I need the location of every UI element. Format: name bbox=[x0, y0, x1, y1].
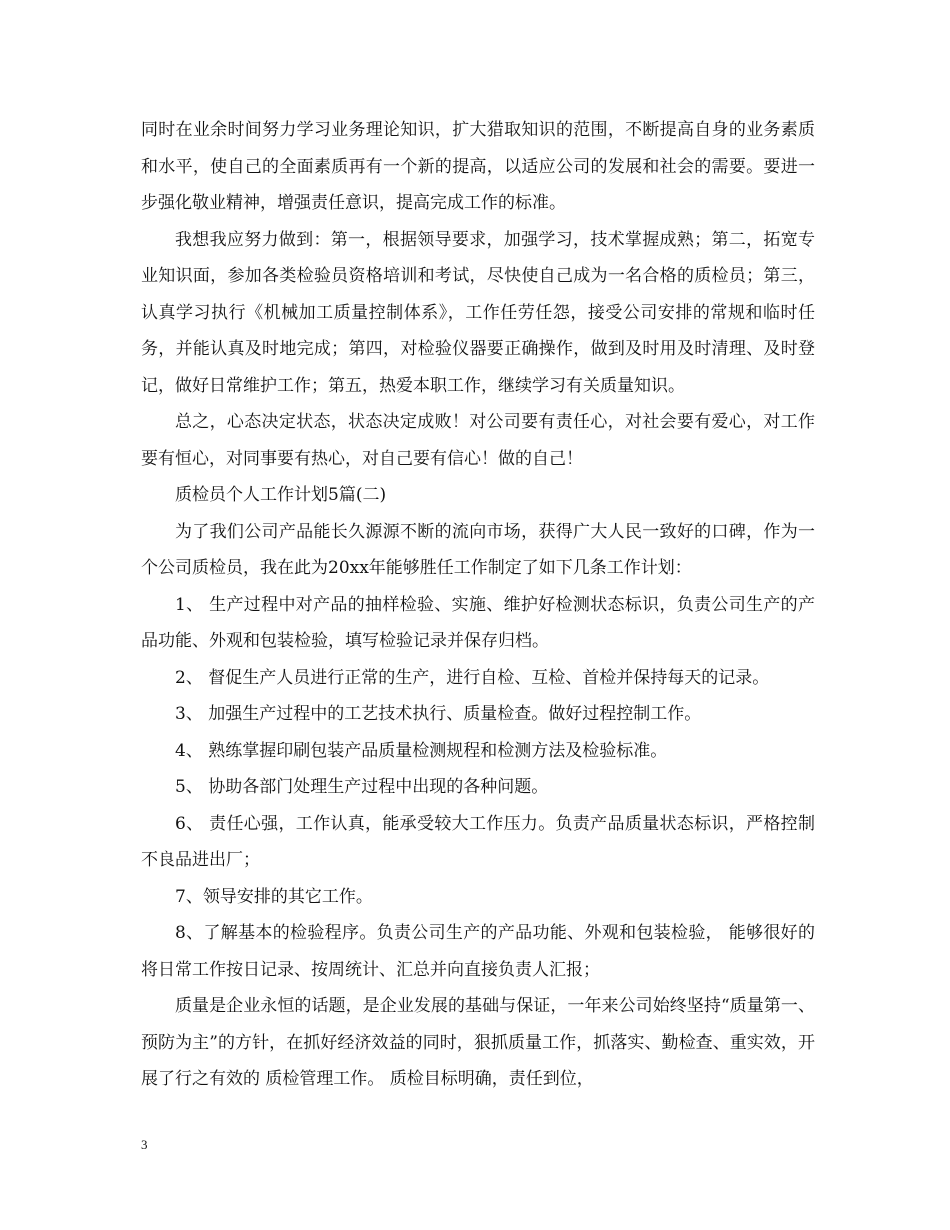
paragraph-2: 我想我应努力做到：第一，根据领导要求，加强学习，技术掌握成熟；第二，拓宽专业知识面，参加各类检验员资格培训和考试，尽快使自己成为一名合格的质检员；第三，认真学习执行《机械加工质量控制体系》，工作任劳任怨，接受公司安排的常规和临时任务，并能认真及时地完成；第四，对检验仪器要正确操作，做到及时用及时清理、及时登记，做好日常维护工作；第五，热爱本职工作，继续学习有关质量知识。 bbox=[141, 229, 815, 396]
list-item-8: 8、了解基本的检验程序。负责公司生产的产品功能、外观和包装检验， 能够很好的将日常工作按日记录、按周统计、汇总并向直接负责人汇报； bbox=[141, 923, 815, 980]
list-item-1: 1、 生产过程中对产品的抽样检验、实施、维护好检测状态标识，负责公司生产的产品功能、外观和包装检验，填写检验记录并保存归档。 bbox=[141, 594, 815, 651]
list-item-2: 2、 督促生产人员进行正常的生产，进行自检、互检、首检并保持每天的记录。 bbox=[175, 667, 770, 688]
paragraph-5: 为了我们公司产品能长久源源不断的流向市场，获得广大人民一致好的口碑，作为一个公司质检员，我在此为20xx年能够胜任工作制定了如下几条工作计划： bbox=[141, 521, 815, 578]
paragraph-14: 质量是企业永恒的话题，是企业发展的基础与保证，一年来公司始终坚持“质量第一、预防为主”的方针，在抓好经济效益的同时，狠抓质量工作，抓落实、勤检查、重实效，开展了行之有效的 质检管理工作。 质检目标明确，责任到位， bbox=[141, 996, 815, 1089]
list-item-6: 6、 责任心强，工作认真，能承受较大工作压力。负责产品质量状态标识，严格控制不良品进出厂； bbox=[141, 813, 815, 870]
section-heading: 质检员个人工作计划5篇(二) bbox=[175, 485, 387, 505]
document-body bbox=[141, 112, 815, 1098]
list-item-4: 4、 熟练掌握印刷包装产品质量检测规程和检测方法及检验标准。 bbox=[175, 740, 668, 761]
list-item-7: 7、领导安排的其它工作。 bbox=[175, 886, 373, 907]
list-item-3: 3、 加强生产过程中的工艺技术执行、质量检查。做好过程控制工作。 bbox=[175, 704, 702, 724]
page-number: 3 bbox=[141, 1137, 148, 1152]
list-item-5: 5、 协助各部门处理生产过程中出现的各种问题。 bbox=[175, 777, 549, 797]
paragraph-3: 总之，心态决定状态，状态决定成败！对公司要有责任心，对社会要有爱心，对工作要有恒心，对同事要有热心，对自己要有信心！做的自己！ bbox=[141, 412, 815, 469]
paragraph-1: 同时在业余时间努力学习业务理论知识，扩大猎取知识的范围，不断提高自身的业务素质和水平，使自己的全面素质再有一个新的提高，以适应公司的发展和社会的需要。要进一步强化敬业精神，增强责任意识，提高完成工作的标准。 bbox=[141, 120, 815, 213]
